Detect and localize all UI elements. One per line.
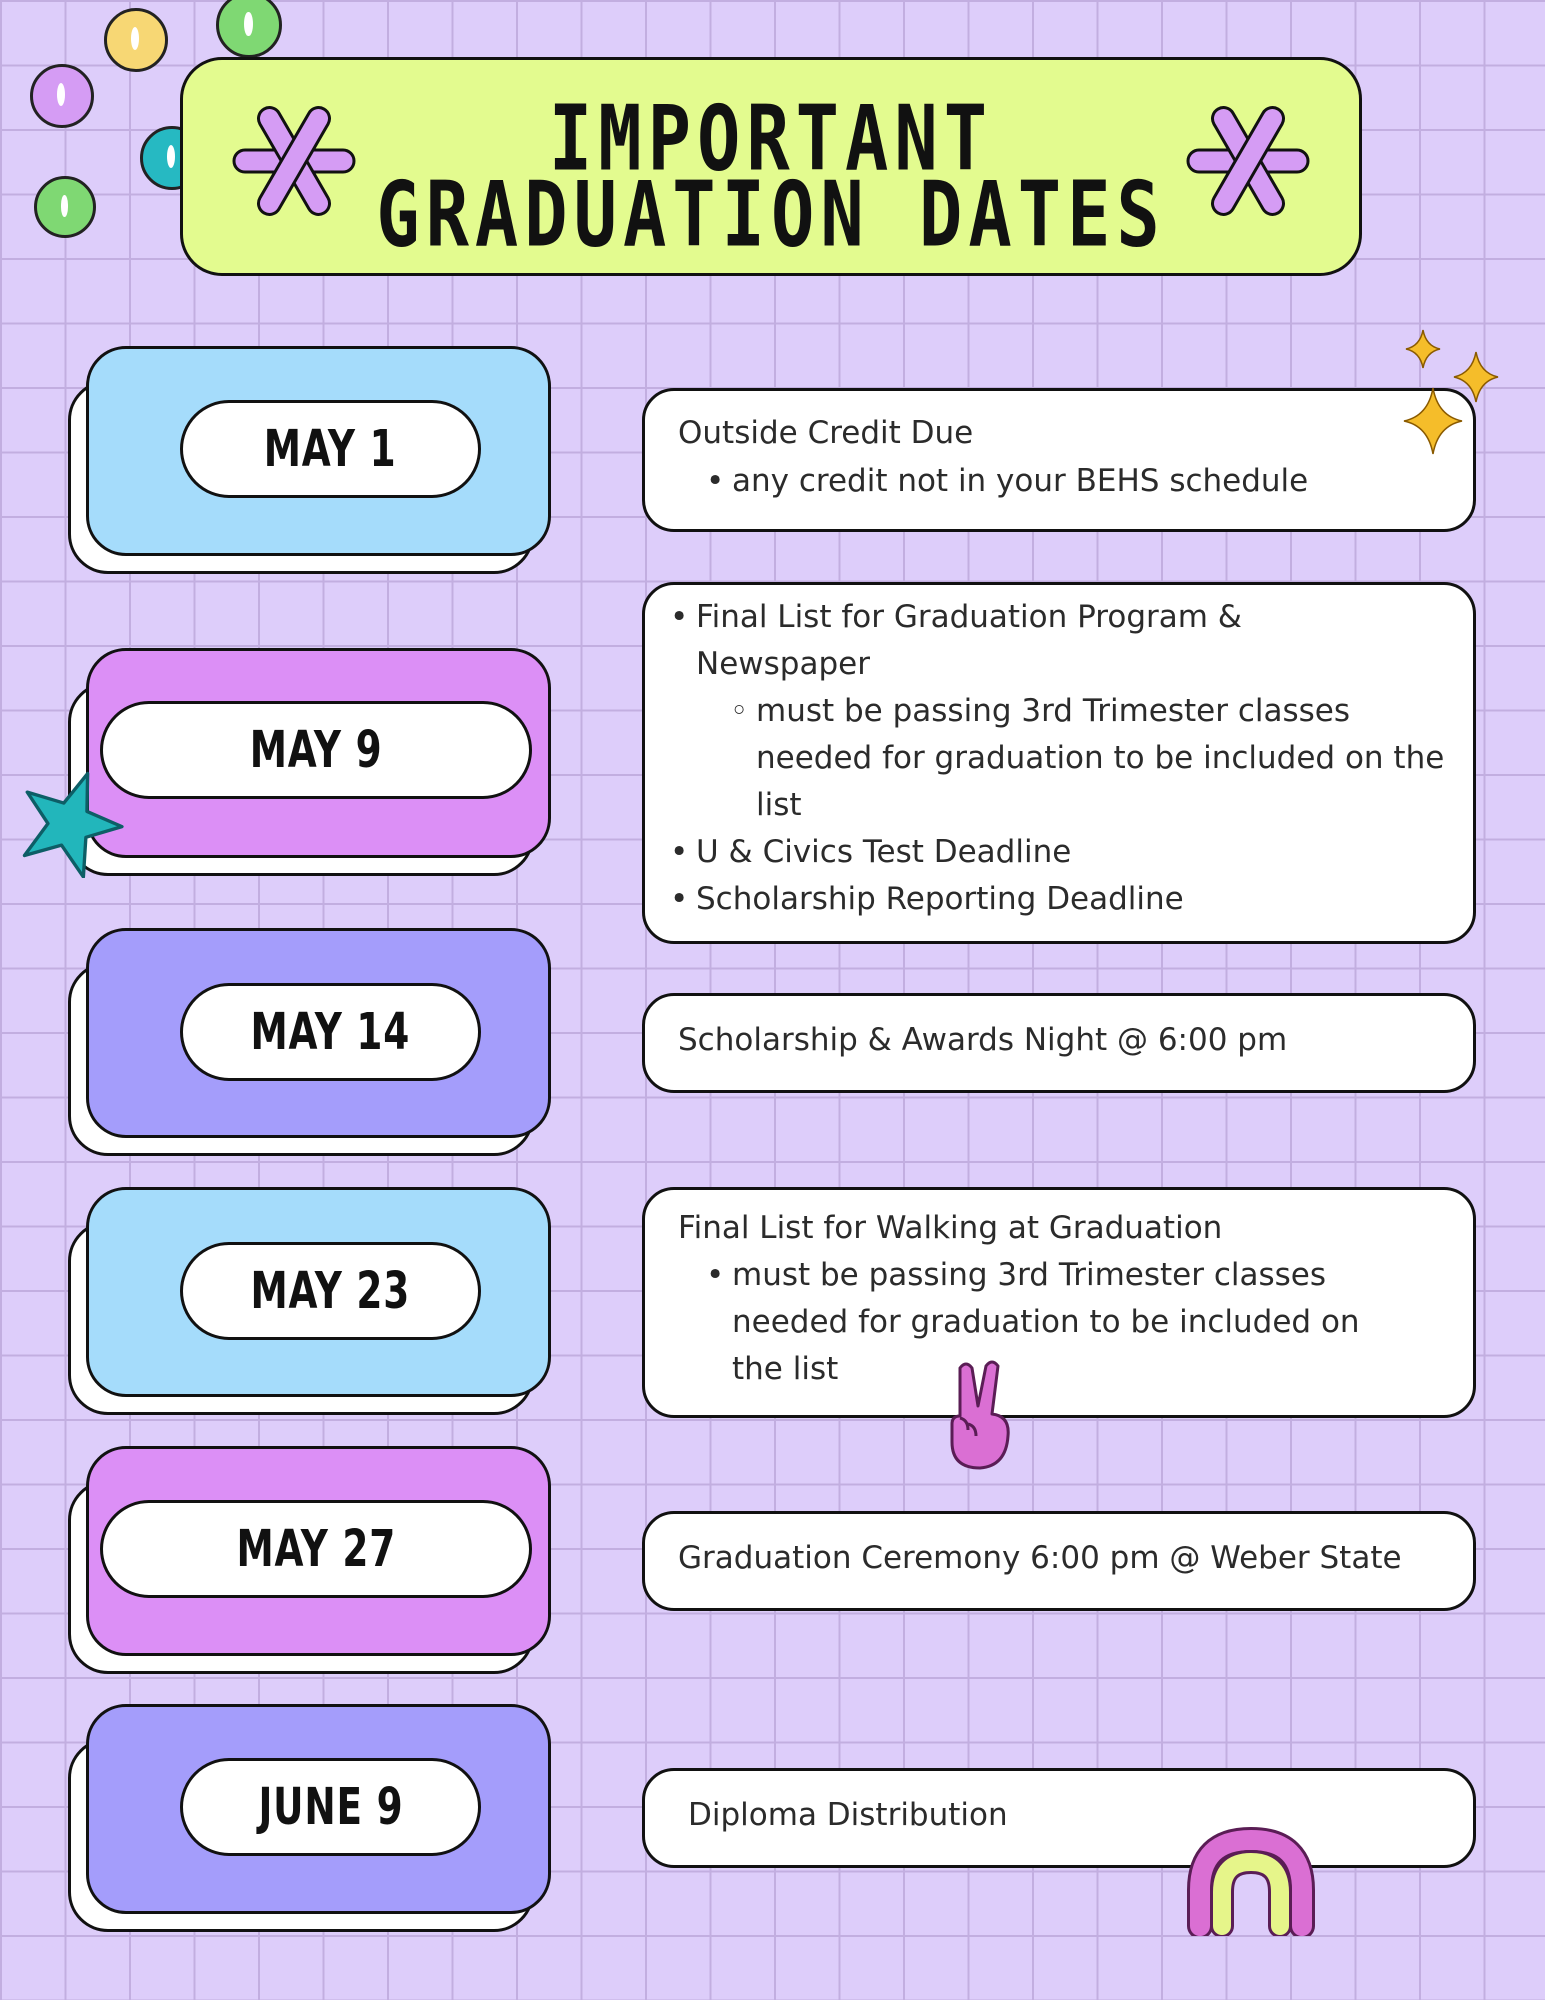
event-box-june-9 xyxy=(642,1768,1476,1868)
event-heading: Final List for Walking at Graduation xyxy=(678,1210,1223,1246)
date-label: MAY 14 xyxy=(250,1002,411,1062)
event-box-may-23 xyxy=(642,1187,1476,1418)
date-label: MAY 1 xyxy=(264,419,397,479)
bubble-dot-green-2 xyxy=(34,176,96,238)
event-bullets xyxy=(706,458,1308,505)
date-pill xyxy=(100,701,532,799)
event-text: Scholarship & Awards Night @ 6:00 pm xyxy=(678,1022,1288,1058)
event-text: Diploma Distribution xyxy=(688,1797,1008,1833)
event-heading: Outside Credit Due xyxy=(678,415,974,451)
event-bullet: • U & Civics Test Deadline xyxy=(670,829,1460,876)
event-box-may-1 xyxy=(642,388,1476,532)
date-pill xyxy=(180,983,481,1081)
event-box-may-27 xyxy=(642,1511,1476,1611)
event-bullet: • must be passing 3rd Trimester classes needed for graduation to be included on the list xyxy=(706,1252,1392,1393)
peace-hand-icon xyxy=(938,1358,1028,1474)
event-box-may-9 xyxy=(642,582,1476,944)
event-box-may-14 xyxy=(642,993,1476,1093)
event-bullet: • any credit not in your BEHS schedule xyxy=(706,458,1308,505)
title-banner xyxy=(180,57,1362,276)
date-pill xyxy=(180,1242,481,1340)
title-line-2: GRADUATION DATES xyxy=(376,161,1166,267)
rainbow-icon xyxy=(1186,1826,1316,1936)
date-label: MAY 9 xyxy=(249,720,383,780)
event-bullet: • Final List for Graduation Program & Newspaper xyxy=(670,594,1336,688)
title-line-1: IMPORTANT xyxy=(548,85,994,191)
event-text: Graduation Ceremony 6:00 pm @ Weber State xyxy=(678,1540,1402,1576)
sparkle-asterisk-icon xyxy=(229,102,359,222)
teal-star-icon xyxy=(14,766,126,878)
bubble-dot-yellow xyxy=(104,8,168,72)
date-pill xyxy=(180,1758,481,1856)
date-label: MAY 27 xyxy=(236,1519,396,1579)
date-pill xyxy=(100,1500,532,1598)
sparkle-asterisk-icon xyxy=(1183,102,1313,222)
date-label: MAY 23 xyxy=(250,1261,411,1321)
date-pill xyxy=(180,400,481,498)
sparkle-star-icon xyxy=(1396,328,1506,468)
bubble-dot-green xyxy=(216,0,282,58)
bubble-dot-purple xyxy=(30,64,94,128)
date-label: JUNE 9 xyxy=(257,1777,404,1837)
event-bullets xyxy=(706,1252,1396,1393)
event-sub-bullet: ◦ must be passing 3rd Trimester classes needed for graduation to be included on the list xyxy=(730,688,1446,829)
event-bullets xyxy=(670,594,1460,923)
event-bullet: • Scholarship Reporting Deadline xyxy=(670,876,1460,923)
